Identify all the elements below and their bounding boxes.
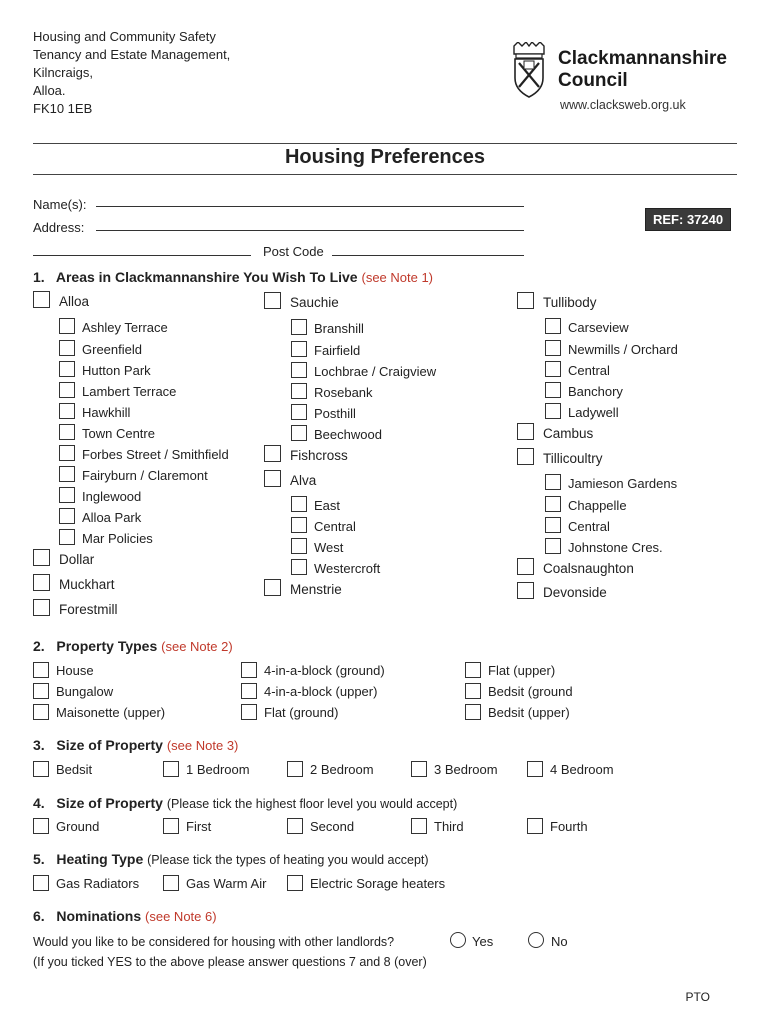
section-number: 4. bbox=[33, 795, 45, 811]
banchory-area-label: Banchory bbox=[568, 384, 623, 399]
posthill-area-checkbox[interactable] bbox=[291, 404, 307, 420]
section-instruction: (Please tick the types of heating you would accept) bbox=[147, 853, 429, 867]
bedsit-upper-checkbox[interactable] bbox=[465, 704, 481, 720]
section-title: Size of Property bbox=[56, 795, 163, 811]
fairyburn-claremont-area-checkbox[interactable] bbox=[59, 466, 75, 482]
tillicoultry-area-label: Tillicoultry bbox=[543, 451, 603, 466]
beechwood-area-checkbox[interactable] bbox=[291, 425, 307, 441]
house-label: House bbox=[56, 663, 94, 678]
address-input-line[interactable] bbox=[96, 230, 524, 231]
first-checkbox[interactable] bbox=[163, 818, 179, 834]
fairfield-area-checkbox[interactable] bbox=[291, 341, 307, 357]
forestmill-area-label: Forestmill bbox=[59, 602, 118, 617]
section-4-heading bbox=[33, 795, 457, 811]
forbes-street-smithfield-area-checkbox[interactable] bbox=[59, 445, 75, 461]
bedsit-label: Bedsit bbox=[56, 762, 93, 777]
alva-area-label: Alva bbox=[290, 473, 317, 488]
title-rule-bottom bbox=[33, 174, 737, 175]
beechwood-area-label: Beechwood bbox=[314, 427, 382, 442]
3-bedroom-label: 3 Bedroom bbox=[434, 762, 498, 777]
central-area-checkbox[interactable] bbox=[545, 517, 561, 533]
hawkhill-area-label: Hawkhill bbox=[82, 405, 131, 420]
mar-policies-area-checkbox[interactable] bbox=[59, 529, 75, 545]
section-1-heading bbox=[33, 269, 433, 285]
no-radio[interactable] bbox=[528, 932, 544, 948]
section-5-heading bbox=[33, 851, 429, 867]
council-name bbox=[558, 48, 727, 92]
section-note-link: (see Note 3) bbox=[166, 738, 239, 753]
cambus-area-checkbox[interactable] bbox=[517, 423, 534, 440]
4-in-a-block-ground-label: 4-in-a-block (ground) bbox=[264, 663, 385, 678]
please-turn-over: PTO bbox=[685, 990, 710, 1004]
yes-label: Yes bbox=[472, 934, 494, 949]
flat-ground-checkbox[interactable] bbox=[241, 704, 257, 720]
dollar-area-label: Dollar bbox=[59, 552, 95, 567]
gas-radiators-label: Gas Radiators bbox=[56, 876, 140, 891]
jamieson-gardens-area-checkbox[interactable] bbox=[545, 474, 561, 490]
branshill-area-label: Branshill bbox=[314, 321, 364, 336]
bedsit-ground-label: Bedsit (ground bbox=[488, 684, 573, 699]
section-title: Nominations bbox=[56, 908, 142, 924]
rosebank-area-label: Rosebank bbox=[314, 385, 373, 400]
cambus-area-label: Cambus bbox=[543, 426, 594, 441]
fishcross-area-label: Fishcross bbox=[290, 448, 348, 463]
address-line: Tenancy and Estate Management, bbox=[33, 47, 231, 62]
central-area-checkbox[interactable] bbox=[545, 361, 561, 377]
electric-sorage-heaters-label: Electric Sorage heaters bbox=[310, 876, 446, 891]
address-input-line-2[interactable] bbox=[33, 255, 251, 256]
devonside-area-label: Devonside bbox=[543, 585, 607, 600]
chappelle-area-label: Chappelle bbox=[568, 498, 627, 513]
names-input-line[interactable] bbox=[96, 206, 524, 207]
4-in-a-block-upper-label: 4-in-a-block (upper) bbox=[264, 684, 378, 699]
section-note-link: (see Note 1) bbox=[361, 270, 434, 285]
section-number: 6. bbox=[33, 908, 45, 924]
johnstone-cres-area-label: Johnstone Cres. bbox=[568, 540, 663, 555]
bedsit-ground-checkbox[interactable] bbox=[465, 683, 481, 699]
third-checkbox[interactable] bbox=[411, 818, 427, 834]
lochbrae-craigview-area-label: Lochbrae / Craigview bbox=[314, 364, 437, 379]
alva-area-checkbox[interactable] bbox=[264, 470, 281, 487]
council-website[interactable]: www.clacksweb.org.uk bbox=[560, 98, 686, 112]
hutton-park-area-checkbox[interactable] bbox=[59, 361, 75, 377]
hawkhill-area-checkbox[interactable] bbox=[59, 403, 75, 419]
maisonette-upper-label: Maisonette (upper) bbox=[56, 705, 166, 720]
4-bedroom-checkbox[interactable] bbox=[527, 761, 543, 777]
greenfield-area-checkbox[interactable] bbox=[59, 340, 75, 356]
ashley-terrace-area-checkbox[interactable] bbox=[59, 318, 75, 334]
tillicoultry-area-checkbox[interactable] bbox=[517, 448, 534, 465]
forestmill-area-checkbox[interactable] bbox=[33, 599, 50, 616]
fairyburn-claremont-area-label: Fairyburn / Claremont bbox=[82, 468, 208, 483]
no-label: No bbox=[551, 934, 568, 949]
central-area-label: Central bbox=[568, 363, 610, 378]
carseview-area-checkbox[interactable] bbox=[545, 318, 561, 334]
maisonette-upper-checkbox[interactable] bbox=[33, 704, 49, 720]
gas-radiators-checkbox[interactable] bbox=[33, 875, 49, 891]
lochbrae-craigview-area-checkbox[interactable] bbox=[291, 362, 307, 378]
form-title: Housing Preferences bbox=[284, 146, 486, 168]
central-area-checkbox[interactable] bbox=[291, 517, 307, 533]
house-checkbox[interactable] bbox=[33, 662, 49, 678]
title-rule-top bbox=[33, 143, 737, 144]
section-title: Size of Property bbox=[56, 737, 163, 753]
address-line: Kilncraigs, bbox=[33, 65, 93, 80]
electric-sorage-heaters-checkbox[interactable] bbox=[287, 875, 303, 891]
dollar-area-checkbox[interactable] bbox=[33, 549, 50, 566]
4-in-a-block-upper-checkbox[interactable] bbox=[241, 683, 257, 699]
fairfield-area-label: Fairfield bbox=[314, 343, 361, 358]
reference-badge: REF: 37240 bbox=[645, 208, 731, 231]
johnstone-cres-area-checkbox[interactable] bbox=[545, 538, 561, 554]
alloa-park-area-checkbox[interactable] bbox=[59, 508, 75, 524]
section-title: Heating Type bbox=[56, 851, 144, 867]
section-instruction: (Please tick the highest floor level you would accept) bbox=[166, 797, 458, 811]
alloa-area-checkbox[interactable] bbox=[33, 291, 50, 308]
tullibody-area-checkbox[interactable] bbox=[517, 292, 534, 309]
gas-warm-air-checkbox[interactable] bbox=[163, 875, 179, 891]
postcode-input-line[interactable] bbox=[332, 255, 524, 256]
newmills-orchard-area-checkbox[interactable] bbox=[545, 340, 561, 356]
fourth-checkbox[interactable] bbox=[527, 818, 543, 834]
section-number: 1. bbox=[33, 269, 45, 285]
2-bedroom-checkbox[interactable] bbox=[287, 761, 303, 777]
fishcross-area-checkbox[interactable] bbox=[264, 445, 281, 462]
lambert-terrace-area-label: Lambert Terrace bbox=[82, 384, 177, 399]
4-in-a-block-ground-checkbox[interactable] bbox=[241, 662, 257, 678]
west-area-checkbox[interactable] bbox=[291, 538, 307, 554]
rosebank-area-checkbox[interactable] bbox=[291, 383, 307, 399]
mar-policies-area-label: Mar Policies bbox=[82, 531, 153, 546]
central-area-label: Central bbox=[314, 519, 356, 534]
ashley-terrace-area-label: Ashley Terrace bbox=[82, 320, 168, 335]
tullibody-area-label: Tullibody bbox=[543, 295, 597, 310]
town-centre-area-checkbox[interactable] bbox=[59, 424, 75, 440]
section-3-heading bbox=[33, 737, 238, 753]
flat-ground-label: Flat (ground) bbox=[264, 705, 339, 720]
second-label: Second bbox=[310, 819, 355, 834]
chappelle-area-checkbox[interactable] bbox=[545, 496, 561, 512]
sauchie-area-checkbox[interactable] bbox=[264, 292, 281, 309]
alloa-area-label: Alloa bbox=[59, 294, 90, 309]
fourth-label: Fourth bbox=[550, 819, 588, 834]
second-checkbox[interactable] bbox=[287, 818, 303, 834]
east-area-checkbox[interactable] bbox=[291, 496, 307, 512]
hutton-park-area-label: Hutton Park bbox=[82, 363, 151, 378]
bungalow-checkbox[interactable] bbox=[33, 683, 49, 699]
2-bedroom-label: 2 Bedroom bbox=[310, 762, 374, 777]
westercroft-area-label: Westercroft bbox=[314, 561, 381, 576]
devonside-area-checkbox[interactable] bbox=[517, 582, 534, 599]
section-title: Areas in Clackmannanshire You Wish To Live bbox=[55, 269, 358, 285]
3-bedroom-checkbox[interactable] bbox=[411, 761, 427, 777]
address-line: Housing and Community Safety bbox=[33, 29, 216, 44]
section-number: 2. bbox=[33, 638, 45, 654]
ladywell-area-label: Ladywell bbox=[568, 405, 619, 420]
section-number: 3. bbox=[33, 737, 45, 753]
section-note-link: (see Note 6) bbox=[145, 909, 217, 924]
carseview-area-label: Carseview bbox=[568, 320, 629, 335]
bedsit-checkbox[interactable] bbox=[33, 761, 49, 777]
flat-upper-checkbox[interactable] bbox=[465, 662, 481, 678]
ground-label: Ground bbox=[56, 819, 100, 834]
section-title: Property Types bbox=[56, 638, 158, 654]
central-area-label: Central bbox=[568, 519, 610, 534]
west-area-label: West bbox=[314, 540, 344, 555]
office-address bbox=[33, 28, 230, 118]
council-name-line2: Council bbox=[558, 70, 628, 91]
menstrie-area-checkbox[interactable] bbox=[264, 579, 281, 596]
greenfield-area-label: Greenfield bbox=[82, 342, 142, 357]
section-note-link: (see Note 2) bbox=[161, 639, 233, 654]
1-bedroom-label: 1 Bedroom bbox=[186, 762, 250, 777]
section-2-heading bbox=[33, 638, 233, 654]
alloa-park-area-label: Alloa Park bbox=[82, 510, 142, 525]
nominations-followup: (If you ticked YES to the above please answer questions 7 and 8 (over) bbox=[33, 955, 427, 969]
yes-radio[interactable] bbox=[450, 932, 466, 948]
menstrie-area-label: Menstrie bbox=[290, 582, 342, 597]
flat-upper-label: Flat (upper) bbox=[488, 663, 556, 678]
forbes-street-smithfield-area-label: Forbes Street / Smithfield bbox=[82, 447, 229, 462]
1-bedroom-checkbox[interactable] bbox=[163, 761, 179, 777]
address-line: Alloa. bbox=[33, 83, 66, 98]
branshill-area-checkbox[interactable] bbox=[291, 319, 307, 335]
address-line: FK10 1EB bbox=[33, 101, 93, 116]
4-bedroom-label: 4 Bedroom bbox=[550, 762, 614, 777]
jamieson-gardens-area-label: Jamieson Gardens bbox=[568, 476, 678, 491]
ladywell-area-checkbox[interactable] bbox=[545, 403, 561, 419]
nominations-question: Would you like to be considered for housing with other landlords? bbox=[33, 935, 395, 949]
inglewood-area-checkbox[interactable] bbox=[59, 487, 75, 503]
ground-checkbox[interactable] bbox=[33, 818, 49, 834]
coalsnaughton-area-label: Coalsnaughton bbox=[543, 561, 634, 576]
first-label: First bbox=[186, 819, 212, 834]
muckhart-area-label: Muckhart bbox=[59, 577, 115, 592]
banchory-area-checkbox[interactable] bbox=[545, 382, 561, 398]
postcode-label: Post Code bbox=[263, 244, 324, 259]
bungalow-label: Bungalow bbox=[56, 684, 114, 699]
westercroft-area-checkbox[interactable] bbox=[291, 559, 307, 575]
lambert-terrace-area-checkbox[interactable] bbox=[59, 382, 75, 398]
inglewood-area-label: Inglewood bbox=[82, 489, 142, 504]
council-name-line1: Clackmannanshire bbox=[558, 48, 727, 69]
names-label: Name(s): bbox=[33, 197, 87, 212]
gas-warm-air-label: Gas Warm Air bbox=[186, 876, 267, 891]
council-crest-logo bbox=[511, 42, 547, 98]
section-number: 5. bbox=[33, 851, 45, 867]
section-6-heading bbox=[33, 908, 217, 924]
address-label: Address: bbox=[33, 220, 85, 235]
town-centre-area-label: Town Centre bbox=[82, 426, 155, 441]
posthill-area-label: Posthill bbox=[314, 406, 356, 421]
east-area-label: East bbox=[314, 498, 341, 513]
muckhart-area-checkbox[interactable] bbox=[33, 574, 50, 591]
newmills-orchard-area-label: Newmills / Orchard bbox=[568, 342, 678, 357]
coalsnaughton-area-checkbox[interactable] bbox=[517, 558, 534, 575]
bedsit-upper-label: Bedsit (upper) bbox=[488, 705, 570, 720]
sauchie-area-label: Sauchie bbox=[290, 295, 339, 310]
third-label: Third bbox=[434, 819, 464, 834]
